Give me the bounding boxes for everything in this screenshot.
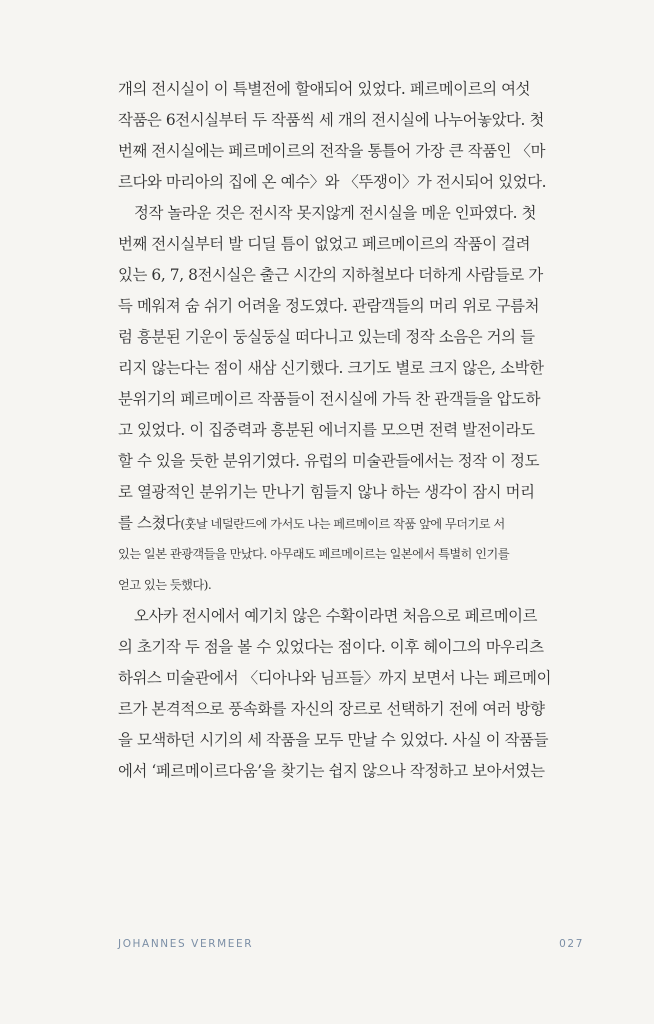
text-line: 할 수 있을 듯한 분위기였다. 유럽의 미술관들에서는 정작 이 정도 (118, 452, 540, 470)
text-line (118, 508, 588, 539)
text-line: 분위기의 페르메이르 작품들이 전시실에 가득 찬 관객들을 압도하 (118, 390, 541, 408)
parenthetical-note: 있는 일본 관광객들을 만났다. 아무래도 페르메이르는 일본에서 특별히 인기를 (118, 547, 510, 561)
running-footer-title: JOHANNES VERMEER (118, 938, 254, 950)
text-line-main: 를 스쳤다 (118, 514, 181, 532)
text-line: 번째 전시실에는 페르메이르의 전작을 통틀어 가장 큰 작품인 〈마 (118, 142, 546, 160)
text-line: 의 초기작 두 점을 볼 수 있었다는 점이다. 이후 헤이그의 마우리츠 (118, 638, 544, 656)
text-line: 정작 놀라운 것은 전시작 못지않게 전시실을 메운 인파였다. 첫 (134, 204, 537, 222)
parenthetical-note: 얻고 있는 듯했다). (118, 578, 212, 592)
text-line: 오사카 전시에서 예기치 않은 수확이라면 처음으로 페르메이르 (134, 607, 538, 625)
text-line: 있는 6, 7, 8전시실은 출근 시간의 지하철보다 더하게 사람들로 가 (118, 266, 543, 284)
text-line: 득 메워져 숨 쉬기 어려울 정도였다. 관람객들의 머리 위로 구름처 (118, 297, 540, 315)
text-line: 리지 않는다는 점이 새삼 신기했다. 크기도 별로 크지 않은, 소박한 (118, 359, 544, 377)
text-line: 럼 흥분된 기운이 둥실둥실 떠다니고 있는데 정작 소음은 거의 들 (118, 328, 535, 346)
text-line: 로 열광적인 분위기는 만나기 힘들지 않나 하는 생각이 잠시 머리 (118, 483, 535, 501)
text-line: 하위스 미술관에서 〈디아나와 님프들〉까지 보면서 나는 페르메이 (118, 669, 552, 687)
text-line: 개의 전시실이 이 특별전에 할애되어 있었다. 페르메이르의 여섯 (118, 80, 531, 98)
page-footer (118, 938, 588, 958)
text-line: 르다와 마리아의 집에 온 예수〉와 〈뚜쟁이〉가 전시되어 있었다. (118, 173, 547, 191)
text-line: 번째 전시실부터 발 디딜 틈이 없었고 페르메이르의 작품이 걸려 (118, 235, 531, 253)
text-line: 에서 ‘페르메이르다움’을 찾기는 쉽지 않으나 작정하고 보아서였는 (118, 762, 545, 780)
text-line: 고 있었다. 이 집중력과 흥분된 에너지를 모으면 전력 발전이라도 (118, 421, 535, 439)
text-line: 작품은 6전시실부터 두 작품씩 세 개의 전시실에 나누어놓았다. 첫 (118, 111, 544, 129)
text-line: 르가 본격적으로 풍속화를 자신의 장르로 선택하기 전에 여러 방향 (118, 700, 545, 718)
body-text (118, 74, 588, 787)
parenthetical-note: (훗날 네덜란드에 가서도 나는 페르메이르 작품 앞에 무더기로 서 (180, 517, 505, 531)
page-number: 027 (559, 938, 584, 950)
text-line: 을 모색하던 시기의 세 작품을 모두 만날 수 있었다. 사실 이 작품들 (118, 731, 549, 749)
